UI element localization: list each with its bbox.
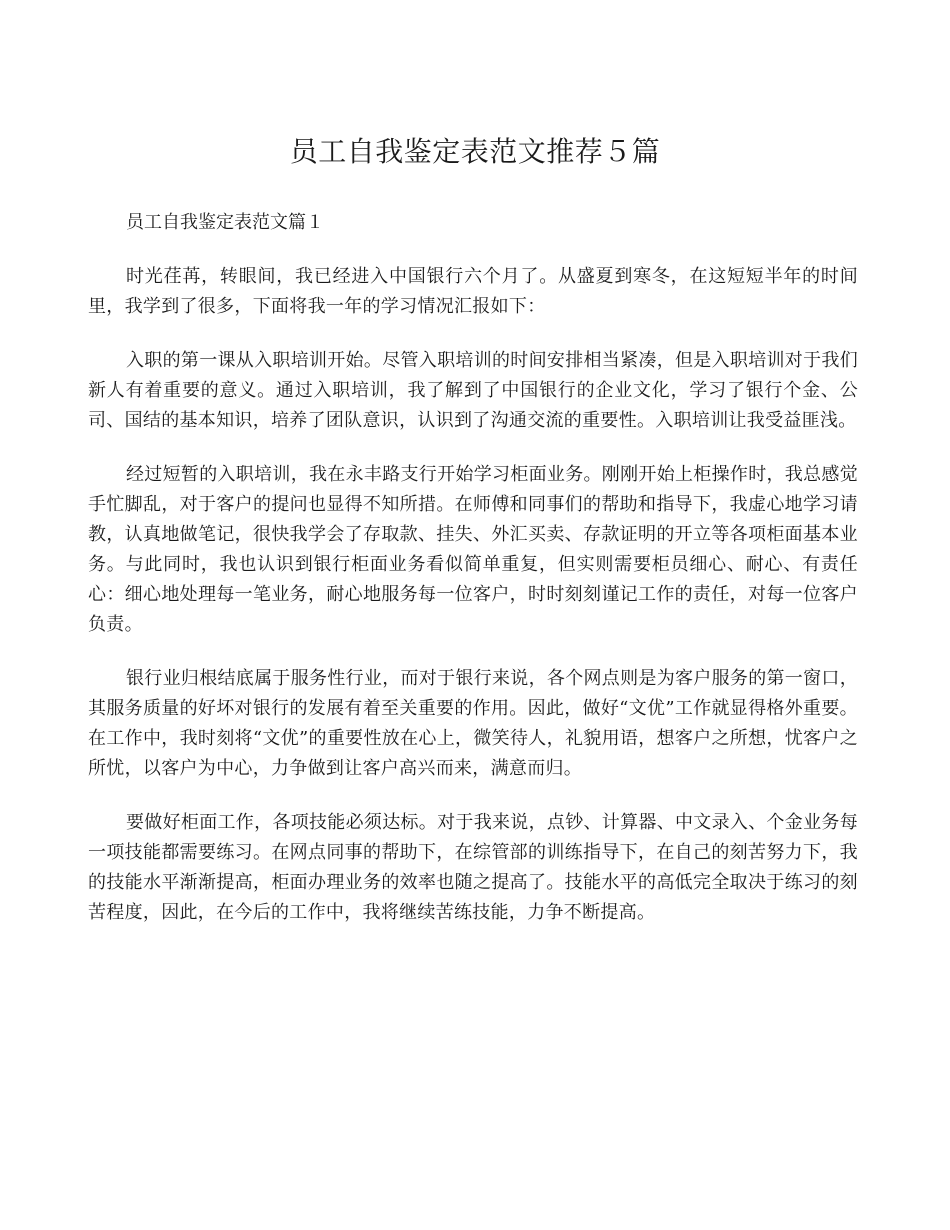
document-title: 员工自我鉴定表范文推荐５篇 xyxy=(289,135,661,168)
paragraph-4: 银行业归根结底属于服务性行业，而对于银行来说，各个网点则是为客户服务的第一窗口，其服务质量的好坏对银行的发展有着至关重要的作用。因此，做好“文优”工作就显得格外重要。在工作中，我时刻将“文优”的重要性放在心上，微笑待人，礼貌用语，想客户之所想，忧客户之所忧，以客户为中心，力争做到让客户高兴而来，满意而归。 xyxy=(88,668,858,779)
document-body xyxy=(88,208,858,952)
paragraph-5: 要做好柜面工作，各项技能必须达标。对于我来说，点钞、计算器、中文录入、个金业务每一项技能都需要练习。在网点同事的帮助下，在综管部的训练指导下，在自己的刻苦努力下，我的技能水平渐渐提高，柜面办理业务的效率也随之提高了。技能水平的高低完全取决于练习的刻苦程度，因此，在今后的工作中，我将继续苦练技能，力争不断提高。 xyxy=(88,812,858,923)
section-heading: 员工自我鉴定表范文篇１ xyxy=(126,212,324,233)
paragraph-1: 时光荏苒，转眼间，我已经进入中国银行六个月了。从盛夏到寒冬，在这短短半年的时间里，我学到了很多，下面将我一年的学习情况汇报如下： xyxy=(88,266,858,317)
paragraph-3: 经过短暂的入职培训，我在永丰路支行开始学习柜面业务。刚刚开始上柜操作时，我总感觉手忙脚乱，对于客户的提问也显得不知所措。在师傅和同事们的帮助和指导下，我虚心地学习请教，认真地做笔记，很快我学会了存取款、挂失、外汇买卖、存款证明的开立等各项柜面基本业务。与此同时，我也认识到银行柜面业务看似简单重复，但实则需要柜员细心、耐心、有责任心：细心地处理每一笔业务，耐心地服务每一位客户，时时刻刻谨记工作的责任，对每一位客户负责。 xyxy=(88,464,858,635)
paragraph-2: 入职的第一课从入职培训开始。尽管入职培训的时间安排相当紧凑，但是入职培训对于我们新人有着重要的意义。通过入职培训，我了解到了中国银行的企业文化，学习了银行个金、公司、国结的基本知识，培养了团队意识，认识到了沟通交流的重要性。入职培训让我受益匪浅。 xyxy=(88,350,858,431)
